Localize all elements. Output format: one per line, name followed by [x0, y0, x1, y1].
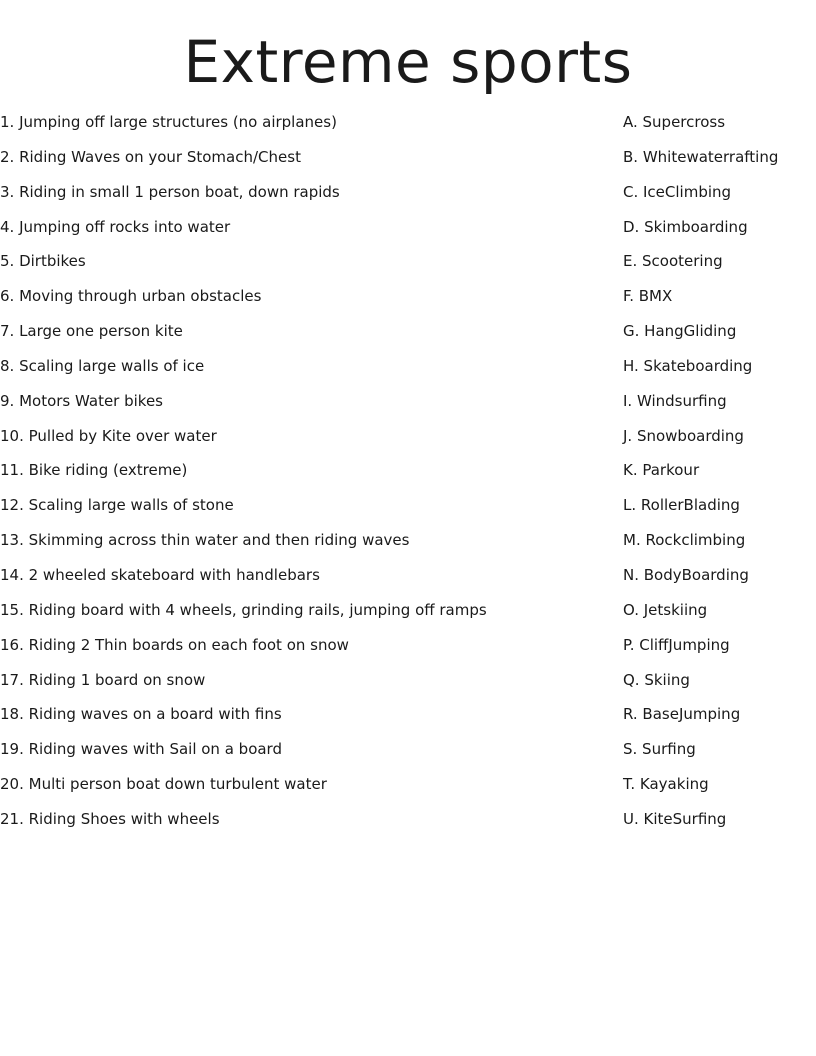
answer-item: F. BMX [623, 287, 673, 306]
clue-item: 16. Riding 2 Thin boards on each foot on snow [0, 635, 349, 654]
answer-item: R. BaseJumping [623, 705, 741, 724]
clue-item: 19. Riding waves with Sail on a board [0, 740, 282, 759]
clue-item: 8. Scaling large walls of ice [0, 356, 205, 375]
clue-item: 5. Dirtbikes [0, 252, 86, 271]
clue-item: 11. Bike riding (extreme) [0, 461, 188, 480]
answer-item: S. Surfing [623, 740, 696, 759]
clue-item: 17. Riding 1 board on snow [0, 670, 206, 689]
page-title: Extreme sports [183, 28, 633, 96]
answer-item: K. Parkour [623, 461, 700, 480]
answer-item: N. BodyBoarding [623, 565, 749, 584]
clue-item: 7. Large one person kite [0, 322, 183, 341]
clue-item: 1. Jumping off large structures (no airplanes) [0, 113, 337, 131]
answer-item: D. Skimboarding [623, 217, 748, 236]
answer-item: L. RollerBlading [623, 496, 740, 515]
clue-item: 9. Motors Water bikes [0, 391, 164, 410]
clue-item: 21. Riding Shoes with wheels [0, 809, 220, 828]
answer-item: C. IceClimbing [623, 182, 732, 201]
clue-list [0, 109, 600, 841]
clue-item: 13. Skimming across thin water and then riding waves [0, 531, 410, 550]
clue-item: 3. Riding in small 1 person boat, down rapids [0, 182, 340, 201]
answer-item: I. Windsurfing [623, 391, 727, 410]
answer-item: T. Kayaking [623, 775, 709, 794]
answer-item: A. Supercross [623, 113, 726, 131]
answer-item: E. Scootering [623, 252, 723, 271]
answer-item: M. Rockclimbing [623, 531, 746, 550]
clue-item: 18. Riding waves on a board with fins [0, 705, 282, 724]
answer-item: O. Jetskiing [623, 600, 708, 619]
answer-item: J. Snowboarding [623, 426, 744, 445]
clue-item: 10. Pulled by Kite over water [0, 426, 217, 445]
answer-item: H. Skateboarding [623, 356, 753, 375]
clue-item: 4. Jumping off rocks into water [0, 217, 231, 236]
answer-item: G. HangGliding [623, 322, 737, 341]
answer-item: U. KiteSurfing [623, 809, 727, 828]
answer-item: Q. Skiing [623, 670, 690, 689]
clue-item: 15. Riding board with 4 wheels, grinding rails, jumping off ramps [0, 600, 487, 619]
clue-item: 2. Riding Waves on your Stomach/Chest [0, 147, 301, 166]
clue-item: 12. Scaling large walls of stone [0, 496, 234, 515]
clue-item: 6. Moving through urban obstacles [0, 287, 262, 306]
answer-item: B. Whitewaterrafting [623, 147, 779, 166]
clue-item: 14. 2 wheeled skateboard with handlebars [0, 565, 320, 584]
clue-item: 20. Multi person boat down turbulent water [0, 775, 327, 794]
answer-item: P. CliffJumping [623, 635, 730, 654]
answer-list [623, 109, 813, 841]
